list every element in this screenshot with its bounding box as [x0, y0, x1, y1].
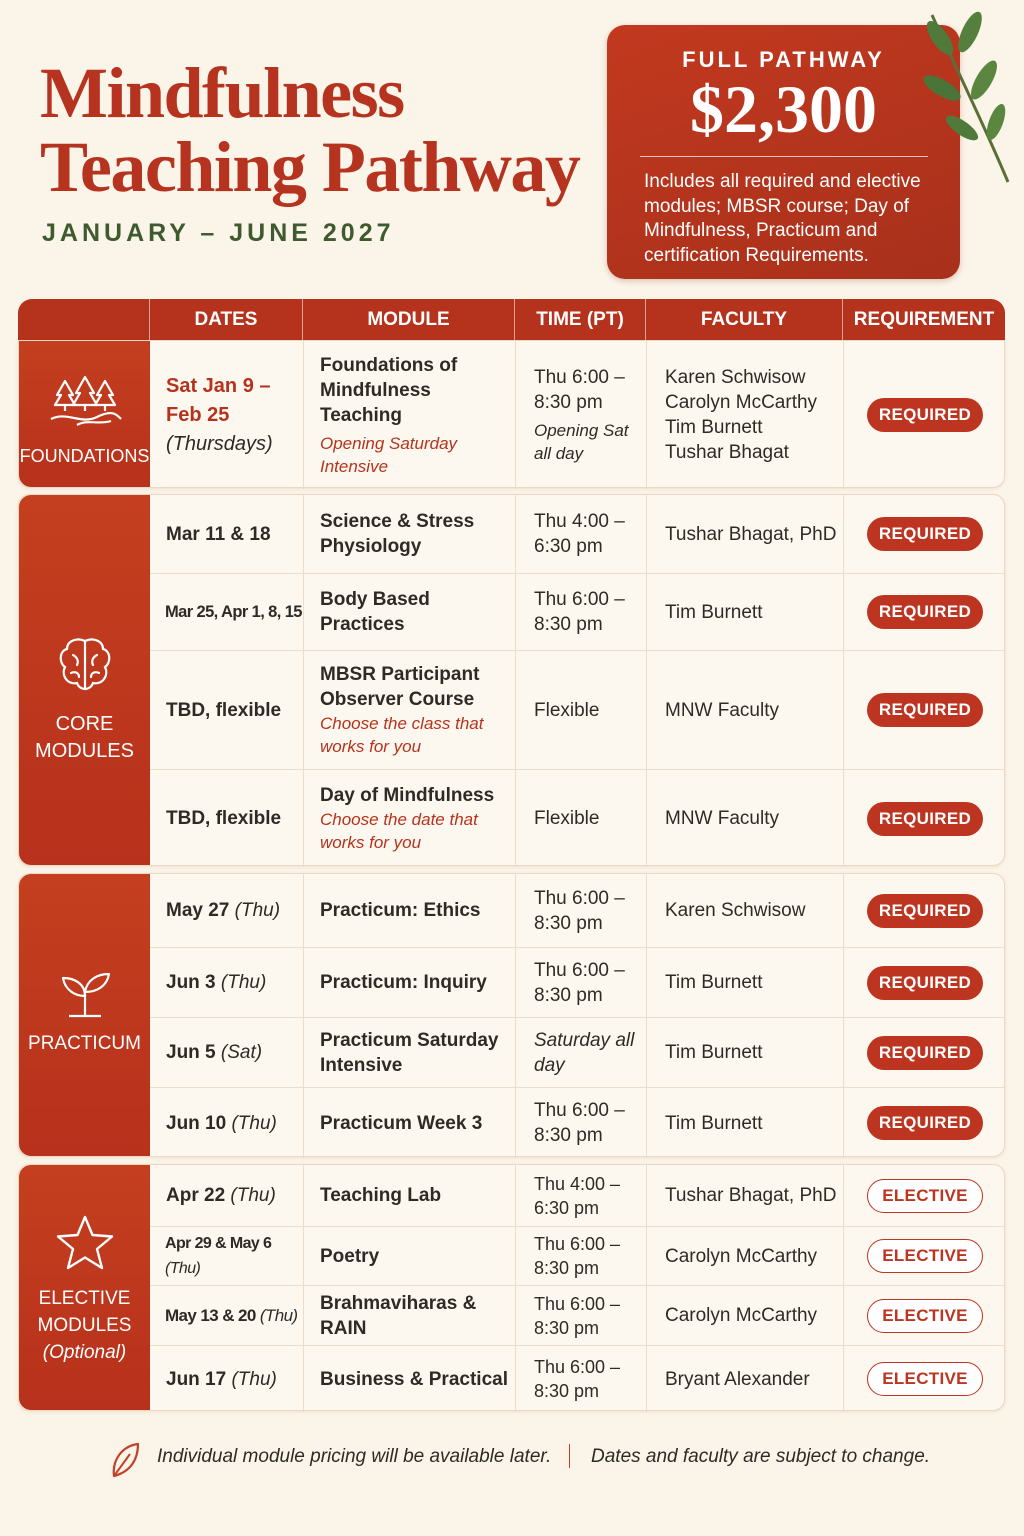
date-cell: TBD, flexible [166, 699, 282, 721]
table-row [150, 341, 1004, 489]
schedule-table [18, 299, 1005, 1411]
faculty-cell: MNW Faculty [646, 770, 843, 867]
date-value: Jun 3 [166, 972, 216, 993]
sprout-icon [57, 970, 113, 1022]
table-row [150, 495, 1004, 574]
section-title-optional: (Optional) [42, 1342, 127, 1363]
table-row [150, 1018, 1004, 1088]
trees-icon [47, 375, 123, 427]
section-title-core-modules [19, 711, 150, 765]
date-range-subtitle: JANUARY – JUNE 2027 [42, 219, 395, 247]
section-elective-modules [18, 1164, 1005, 1411]
time-cell: Thu 6:00 – 8:30 pm [515, 1346, 646, 1412]
table-row [150, 574, 1004, 651]
section-label-core-modules [19, 495, 150, 865]
table-row [150, 1286, 1004, 1346]
requirement-cell [843, 1227, 1006, 1285]
brain-icon [55, 635, 115, 693]
table-row [150, 1088, 1004, 1158]
pricing-divider [640, 156, 928, 157]
star-icon [54, 1213, 116, 1273]
day-note: (Thu) [259, 1306, 298, 1325]
page-title [40, 53, 580, 207]
pricing-amount: $2,300 [690, 71, 877, 147]
footer-pricing-note: Individual module pricing will be available later. [157, 1446, 552, 1467]
section-title-elective-modules [19, 1285, 150, 1366]
requirement-cell [843, 1088, 1006, 1158]
section-core-modules [18, 494, 1005, 866]
module-cell [303, 770, 515, 867]
section-title-practicum: PRACTICUM [28, 1033, 141, 1054]
requirement-cell [843, 651, 1006, 769]
date-cell [150, 1346, 303, 1412]
faculty-cell: Karen Schwisow [646, 874, 843, 947]
pricing-card [607, 25, 960, 279]
time-value: Thu 6:00 – 8:30 pm [534, 367, 625, 413]
faculty-name: Tim Burnett [665, 417, 763, 438]
date-value: May 13 & 20 [165, 1306, 256, 1325]
date-cell: Mar 25, Apr 1, 8, 15 [165, 602, 302, 621]
module-cell [303, 341, 515, 489]
elective-badge: ELECTIVE [867, 1179, 983, 1213]
faculty-cell: Bryant Alexander [646, 1346, 843, 1412]
section-title-line: CORE [55, 713, 114, 735]
faculty-name: Carolyn McCarthy [665, 392, 818, 413]
module-cell: Practicum: Ethics [303, 874, 515, 947]
date-cell [150, 341, 303, 489]
faculty-cell: Tim Burnett [646, 574, 843, 650]
day-note: (Sat) [220, 1042, 263, 1063]
date-cell [150, 1018, 303, 1087]
date-cell [150, 948, 303, 1017]
module-note: Choose the date that works for you [320, 810, 478, 852]
requirement-cell [843, 341, 1006, 489]
module-cell: Brahmaviharas & RAIN [303, 1286, 515, 1345]
table-row [150, 1165, 1004, 1227]
required-badge: REQUIRED [867, 398, 983, 432]
faculty-cell: Tushar Bhagat, PhD [646, 1165, 843, 1226]
section-title-foundations: FOUNDATIONS [19, 446, 150, 466]
requirement-cell [843, 948, 1006, 1017]
faculty-cell: Carolyn McCarthy [646, 1227, 843, 1285]
module-cell: Body Based Practices [303, 574, 515, 650]
faculty-cell: Tushar Bhagat, PhD [646, 495, 843, 573]
title-line-1: Mindfulness [40, 53, 404, 133]
day-note: (Thu) [220, 972, 267, 993]
module-cell: Teaching Lab [303, 1165, 515, 1226]
pricing-label: FULL PATHWAY [682, 47, 885, 72]
section-practicum [18, 873, 1005, 1157]
date-value: May 27 [166, 900, 230, 921]
module-cell: Practicum: Inquiry [303, 948, 515, 1017]
date-value: Jun 17 [166, 1368, 227, 1390]
section-foundations [18, 340, 1005, 488]
title-line-2: Teaching Pathway [40, 127, 580, 207]
time-cell: Thu 6:00 – 8:30 pm [515, 948, 646, 1017]
time-cell: Thu 4:00 – 6:30 pm [515, 1165, 646, 1226]
section-label-elective-modules [19, 1165, 150, 1410]
faculty-cell [646, 341, 843, 489]
time-cell: Flexible [515, 651, 646, 769]
module-name: Day of Mindfulness [320, 785, 495, 806]
time-cell [515, 341, 646, 489]
required-badge: REQUIRED [867, 517, 983, 551]
requirement-cell [843, 874, 1006, 947]
time-cell: Thu 6:00 – 8:30 pm [515, 874, 646, 947]
date-value: Apr 22 [166, 1185, 226, 1206]
olive-branch-icon [912, 10, 1012, 185]
faculty-cell: Tim Burnett [646, 948, 843, 1017]
date-value: Jun 5 [166, 1042, 216, 1063]
requirement-cell [843, 770, 1006, 867]
footer-divider [569, 1444, 570, 1468]
date-cell [150, 874, 303, 947]
module-note: Choose the class that works for you [320, 714, 484, 756]
day-note: (Thu) [231, 1368, 277, 1390]
section-label-practicum [19, 874, 150, 1156]
module-name: Foundations of Mindfulness Teaching [320, 354, 458, 426]
requirement-cell [843, 1165, 1006, 1226]
date-value: Sat Jan 9 – Feb 25 [166, 374, 271, 426]
module-cell: Science & Stress Physiology [303, 495, 515, 573]
column-header-faculty: FACULTY [645, 299, 842, 340]
required-badge: REQUIRED [867, 1106, 983, 1140]
module-cell: Business & Practical [303, 1346, 515, 1412]
faculty-cell: Tim Burnett [646, 1088, 843, 1158]
time-cell: Saturday all day [515, 1018, 646, 1087]
leaf-icon [108, 1440, 142, 1480]
time-cell: Thu 6:00 – 8:30 pm [515, 1286, 646, 1345]
module-cell: Practicum Saturday Intensive [303, 1018, 515, 1087]
table-row [150, 1346, 1004, 1412]
required-badge: REQUIRED [867, 1036, 983, 1070]
table-row [150, 1227, 1004, 1286]
section-label-foundations [19, 341, 150, 487]
column-header-time: TIME (PT) [514, 299, 645, 340]
date-cell [150, 1165, 303, 1226]
column-header-requirement: REQUIREMENT [842, 299, 1005, 340]
requirement-cell [843, 1346, 1006, 1412]
module-cell [303, 651, 515, 769]
date-value: Jun 10 [166, 1112, 227, 1134]
requirement-cell [843, 495, 1006, 573]
time-cell: Flexible [515, 770, 646, 867]
required-badge: REQUIRED [867, 802, 983, 836]
footer-change-note: Dates and faculty are subject to change. [591, 1446, 931, 1467]
faculty-name: Tushar Bhagat [665, 442, 789, 463]
date-cell [150, 1286, 303, 1345]
table-row [150, 874, 1004, 948]
time-note: Opening Sat all day [534, 421, 629, 463]
faculty-cell: Tim Burnett [646, 1018, 843, 1087]
column-header-dates: DATES [149, 299, 302, 340]
date-value: Apr 29 & May 6 [165, 1235, 272, 1252]
section-title-line: ELECTIVE [38, 1288, 131, 1309]
elective-badge: ELECTIVE [867, 1239, 983, 1273]
time-cell: Thu 4:00 – 6:30 pm [515, 495, 646, 573]
required-badge: REQUIRED [867, 693, 983, 727]
required-badge: REQUIRED [867, 595, 983, 629]
table-header [18, 299, 1005, 340]
table-row [150, 948, 1004, 1018]
time-cell: Thu 6:00 – 8:30 pm [515, 1227, 646, 1285]
time-cell: Thu 6:00 – 8:30 pm [515, 1088, 646, 1158]
pricing-description: Includes all required and elective modules; MBSR course; Day of Mindfulness, Practicum and certification Requirements. [644, 171, 921, 266]
required-badge: REQUIRED [867, 966, 983, 1000]
time-cell: Thu 6:00 – 8:30 pm [515, 574, 646, 650]
table-row [150, 770, 1004, 867]
footer-notes [0, 1440, 1024, 1474]
module-cell: Practicum Week 3 [303, 1088, 515, 1158]
section-title-line: MODULES [35, 740, 134, 762]
faculty-cell: Carolyn McCarthy [646, 1286, 843, 1345]
module-cell: Poetry [303, 1227, 515, 1285]
column-header-module: MODULE [302, 299, 514, 340]
date-note: (Thursdays) [166, 432, 273, 455]
table-row [150, 651, 1004, 770]
date-cell [150, 1088, 303, 1158]
day-note: (Thu) [231, 1112, 277, 1134]
date-cell [150, 1227, 303, 1285]
module-name: MBSR Participant Observer Course [320, 664, 480, 710]
faculty-cell: MNW Faculty [646, 651, 843, 769]
day-note: (Thu) [165, 1260, 201, 1277]
section-title-line: MODULES [37, 1315, 132, 1336]
requirement-cell [843, 1286, 1006, 1345]
module-note: Opening Saturday Intensive [320, 433, 458, 476]
day-note: (Thu) [230, 1185, 276, 1206]
requirement-cell [843, 574, 1006, 650]
elective-badge: ELECTIVE [867, 1299, 983, 1333]
elective-badge: ELECTIVE [867, 1362, 983, 1396]
date-cell: TBD, flexible [166, 808, 282, 829]
day-note: (Thu) [234, 900, 281, 921]
requirement-cell [843, 1018, 1006, 1087]
faculty-name: Karen Schwisow [665, 367, 806, 388]
date-cell: Mar 11 & 18 [166, 523, 271, 545]
required-badge: REQUIRED [867, 894, 983, 928]
